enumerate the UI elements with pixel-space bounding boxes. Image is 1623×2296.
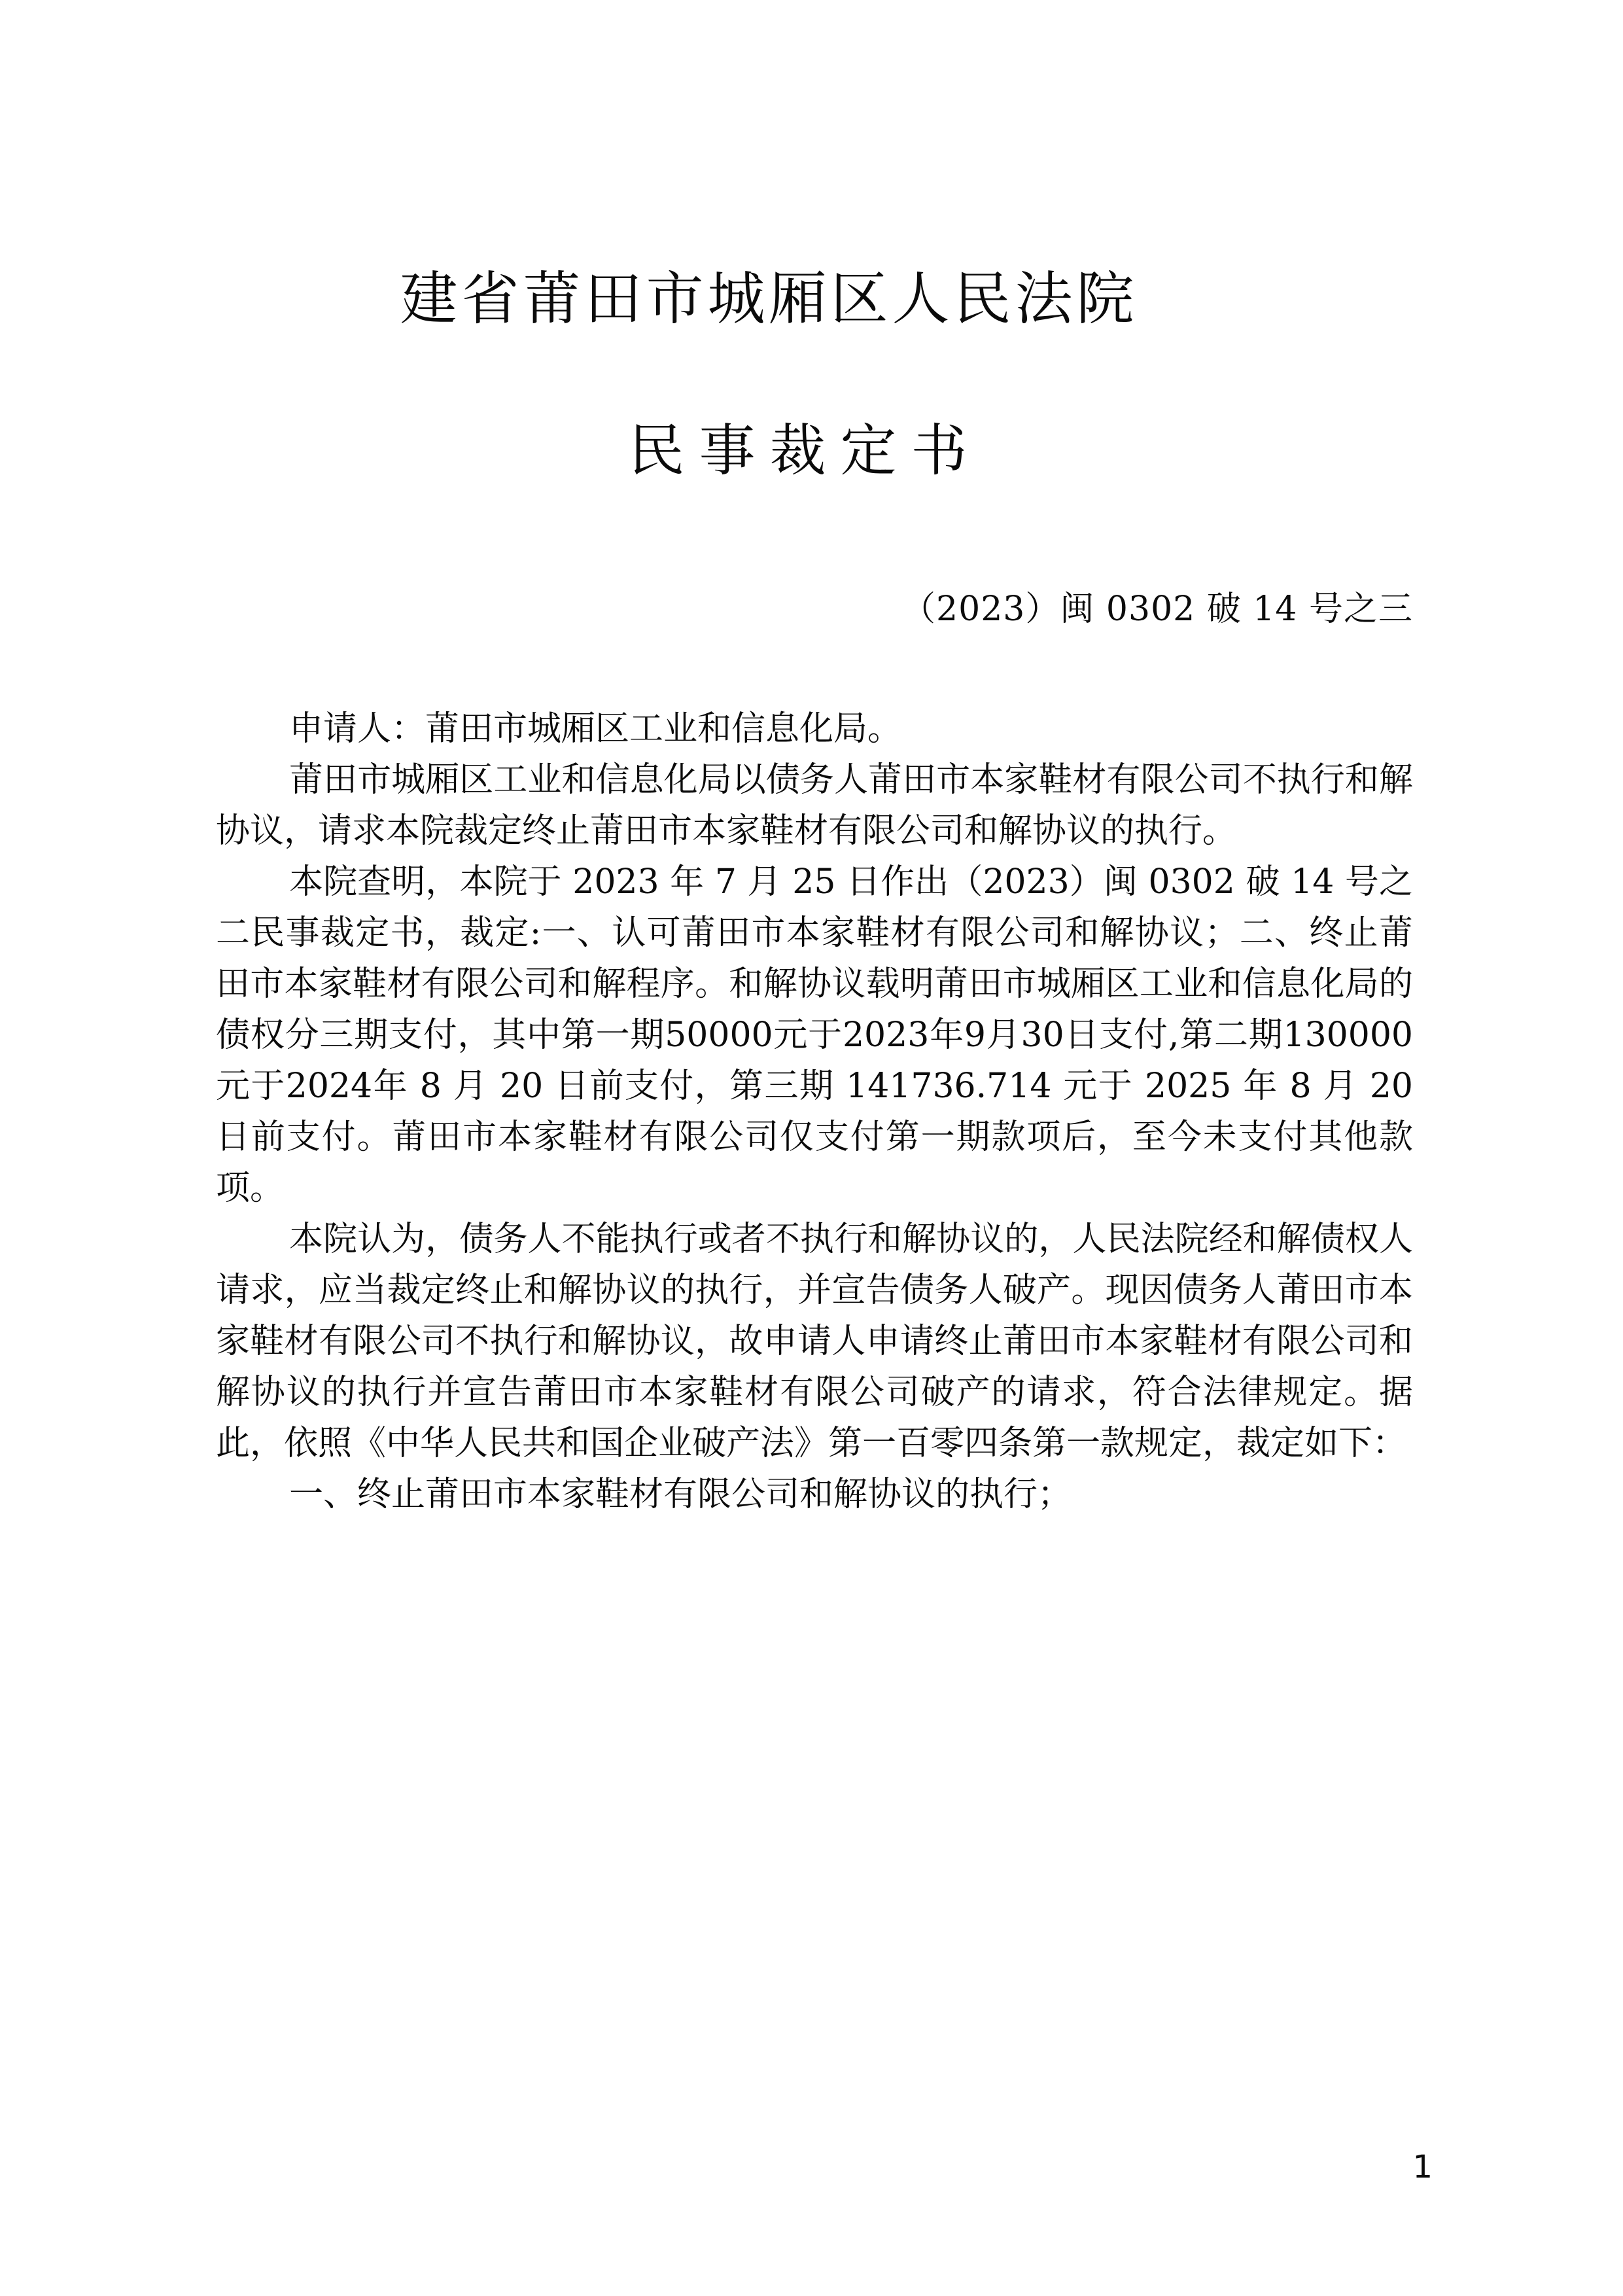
case-number: （2023）闽 0302 破 14 号之三 [901,590,1413,629]
page-number: 1 [1412,2149,1433,2185]
document-type-title: 民事裁定书 [628,418,982,484]
paragraph-request: 莆田市城厢区工业和信息化局以债务人莆田市本家鞋材有限公司不执行和解协议，请求本院裁定终止莆田市本家鞋材有限公司和解协议的执行。 [216,760,1413,851]
document-body [216,703,1413,1520]
paragraph-findings: 本院查明，本院于 2023 年 7 月 25 日作出（2023）闽 0302 破 14 号之二民事裁定书，裁定:一、认可莆田市本家鞋材有限公司和解协议；二、终止莆田市本家鞋材有限公司和解程序。和解协议载明莆田市城厢区工业和信息化局的债权分三期支付，其中第一期50000元于2023年9月30日支付,第二期130000元于2024年 8 月 20 日前支付，第三期 141736.714 元于 2025 年 8 月 20 日前支付。莆田市本家鞋材有限公司仅支付第一期款项后，至今未支付其他款项。 [216,862,1413,1208]
paragraph-applicant: 申请人：莆田市城厢区工业和信息化局。 [289,709,902,749]
paragraph-reasoning: 本院认为，债务人不能执行或者不执行和解协议的，人民法院经和解债权人请求，应当裁定终止和解协议的执行，并宣告债务人破产。现因债务人莆田市本家鞋材有限公司不执行和解协议，故申请人申请终止莆田市本家鞋材有限公司和解协议的执行并宣告莆田市本家鞋材有限公司破产的请求，符合法律规定。据此，依照《中华人民共和国企业破产法》第一百零四条第一款规定，裁定如下： [216,1220,1413,1463]
court-title: 建省莆田市城厢区人民法院 [400,265,1138,332]
paragraph-ruling-item-1: 一、终止莆田市本家鞋材有限公司和解协议的执行； [289,1475,1072,1514]
